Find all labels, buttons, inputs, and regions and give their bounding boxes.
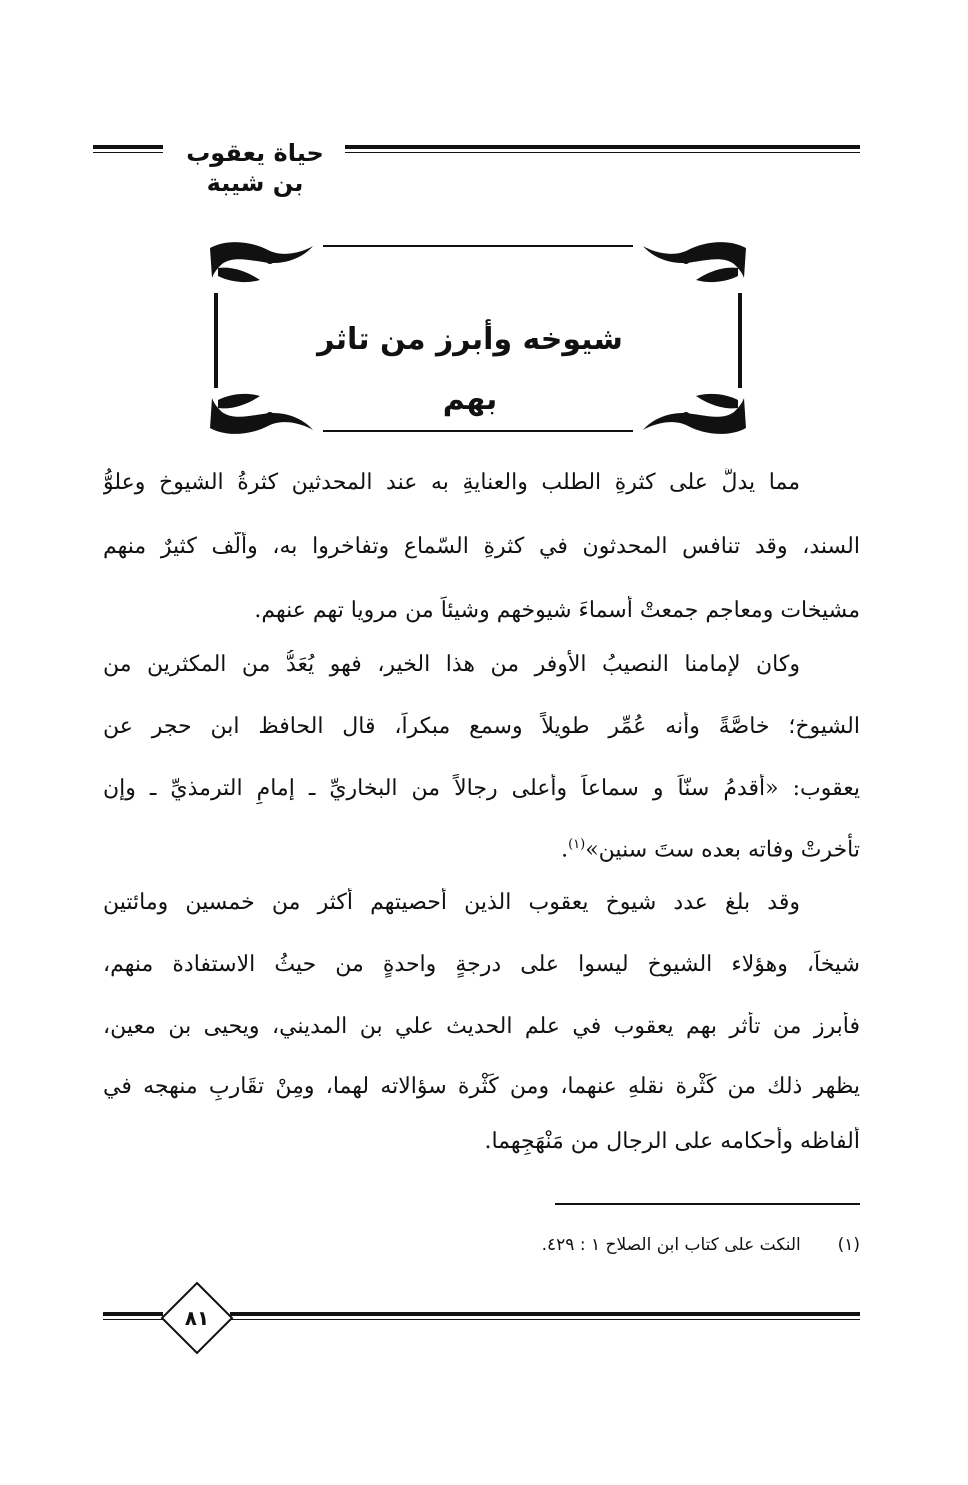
paragraph-3-line-5: ألفاظه وأحكامه على الرجال من مَنْهَجِهما. <box>484 1129 860 1154</box>
paragraph-3-line-2: شيخاً، وهؤلاء الشيوخ ليسوا على درجةٍ واحدةٍ من حيثُ الاستفادة منهم، <box>103 952 860 977</box>
paragraph-1-line-1: مما يدلُّ على كثرةِ الطلب والعنايةِ به عند المحدثين كثرةُ الشيوخ وعلوُّ <box>103 470 800 495</box>
paragraph-2-line-4 <box>103 830 860 865</box>
header-rule-left-thick <box>93 145 163 149</box>
paragraph-2-line-1: وكان لإمامنا النصيبُ الأوفر من هذا الخير، فهو يُعَدُّ من المكثرين من <box>103 652 800 677</box>
paragraph-3-line-4: يظهر ذلك من كَثْرة نقلهِ عنهما، ومن كَثْرة سؤالاته لهما، ومِنْ تقَاربِ منهجه في <box>103 1074 860 1099</box>
footer-rule-left-thick <box>103 1312 163 1316</box>
corner-ornament-bottom-right <box>643 394 746 434</box>
quote-closing-text: تأخرتْ وفاته بعده ستَ سنين» <box>585 837 860 863</box>
paragraph-2-line-2: الشيوخ؛ خاصَّةً وأنه عُمِّر طويلاً وسمع مبكراً، قال الحافظ ابن حجر عن <box>103 714 860 739</box>
page-number: ٨١ <box>184 1306 210 1330</box>
paragraph-3-line-1: وقد بلغ عدد شيوخ يعقوب الذين أحصيتهم أكثر من خمسين ومائتين <box>103 890 800 915</box>
corner-ornament-top-left <box>210 242 313 282</box>
footer-rule-right-thin <box>230 1319 860 1320</box>
paragraph-3-line-3: فأبرز من تأثر بهم يعقوب في علم الحديث علي بن المديني، ويحيى بن معين، <box>103 1014 860 1039</box>
corner-ornament-bottom-left <box>210 394 313 434</box>
footnote-number: (١) <box>837 1235 860 1255</box>
footnote-ref: (١) <box>568 837 586 852</box>
header-rule-right-thick <box>345 145 860 149</box>
corner-ornament-top-right <box>643 242 746 282</box>
running-title: حياة يعقوب بن شيبة <box>186 139 324 197</box>
paragraph-1-line-2: السند، وقد تنافس المحدثون في كثرةِ السّماع وتفاخروا به، وألَّف كثيرٌ منهم <box>103 534 860 559</box>
paragraph-1-line-3: مشيخات ومعاجم جمعتْ أسماءَ شيوخهم وشيئاً من مرويا تهم عنهم. <box>254 598 860 623</box>
footnote <box>400 1232 860 1258</box>
footnote-text: النكت على كتاب ابن الصلاح ١ : ٤٢٩. <box>541 1235 801 1255</box>
chapter-title: شيوخه وأبرز من تاثر بهم <box>317 322 623 417</box>
footer-rule-right-thick <box>230 1312 860 1316</box>
footer-rule-left-thin <box>103 1319 163 1320</box>
header-rule-right-thin <box>345 152 860 153</box>
paragraph-2-line-3: يعقوب: «أقدمُ سنّاً و سماعاً وأعلى رجالاً من البخاريِّ ـ إمامِ الترمذيِّ ـ وإن <box>103 776 860 801</box>
header-rule-left-thin <box>93 152 163 153</box>
sentence-period: . <box>561 837 569 863</box>
footnote-separator <box>555 1203 860 1205</box>
